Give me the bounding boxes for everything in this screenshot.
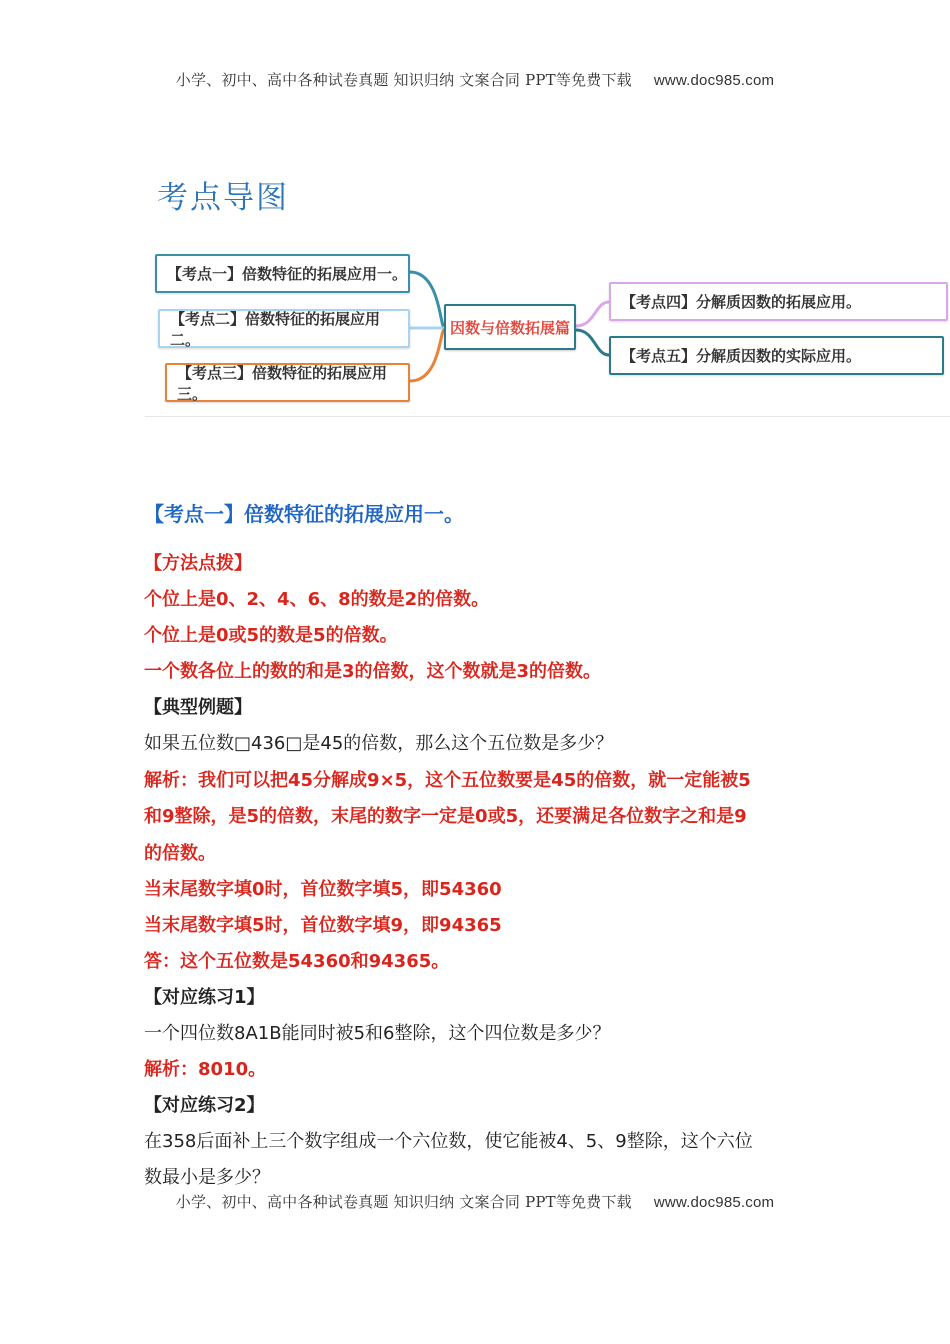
connector-4 (576, 302, 609, 326)
practice2-question-2: 数最小是多少？ (144, 1167, 270, 1188)
topic-heading: 【考点一】倍数特征的拓展应用一。 (144, 502, 464, 526)
example-solution-4: 当末尾数字填0时，首位数字填5，即54360 (144, 879, 502, 900)
connector-1 (410, 272, 444, 327)
footer-text: 小学、初中、高中各种试卷真题 知识归纳 文案合同 PPT等免费下载 (175, 1193, 632, 1211)
header-url[interactable]: www.doc985.com (653, 72, 775, 89)
divider (145, 416, 950, 417)
mindmap-node-5: 【考点五】分解质因数的实际应用。 (609, 336, 944, 375)
example-label: 【典型例题】 (144, 697, 252, 718)
practice1-label: 【对应练习1】 (144, 987, 265, 1008)
method-line-2: 个位上是0或5的数是5的倍数。 (144, 625, 398, 646)
method-line-3: 一个数各位上的数的和是3的倍数，这个数就是3的倍数。 (144, 661, 602, 682)
mindmap-node-4: 【考点四】分解质因数的拓展应用。 (609, 282, 948, 321)
example-answer: 答：这个五位数是54360和94365。 (144, 951, 450, 972)
practice1-answer: 解析：8010。 (144, 1059, 267, 1080)
practice2-question-1: 在358后面补上三个数字组成一个六位数，使它能被4、5、9整除，这个六位 (144, 1131, 753, 1152)
method-line-1: 个位上是0、2、4、6、8的数是2的倍数。 (144, 589, 490, 610)
practice2-label: 【对应练习2】 (144, 1095, 265, 1116)
mindmap-node-3: 【考点三】倍数特征的拓展应用三。 (165, 363, 410, 402)
example-solution-3: 的倍数。 (144, 843, 216, 864)
footer-url[interactable]: www.doc985.com (653, 1194, 775, 1211)
practice1-question: 一个四位数8A1B能同时被5和6整除，这个四位数是多少？ (144, 1023, 611, 1044)
page-footer (0, 1191, 950, 1212)
connector-3 (410, 330, 444, 381)
connector-5 (576, 330, 609, 355)
example-question: 如果五位数□436□是45的倍数，那么这个五位数是多少？ (144, 733, 614, 754)
example-solution-2: 和9整除，是5的倍数，末尾的数字一定是0或5，还要满足各位数字之和是9 (144, 806, 747, 827)
section-title: 考点导图 (157, 180, 289, 216)
page-header (0, 69, 950, 90)
header-text: 小学、初中、高中各种试卷真题 知识归纳 文案合同 PPT等免费下载 (175, 71, 632, 89)
mindmap-center: 因数与倍数拓展篇 (444, 304, 576, 350)
method-label: 【方法点拨】 (144, 553, 252, 574)
example-solution-5: 当末尾数字填5时，首位数字填9，即94365 (144, 915, 502, 936)
mindmap-node-2: 【考点二】倍数特征的拓展应用二。 (158, 309, 410, 348)
example-solution-1: 解析：我们可以把45分解成9×5，这个五位数要是45的倍数，就一定能被5 (144, 770, 751, 791)
mindmap-node-1: 【考点一】倍数特征的拓展应用一。 (155, 254, 410, 293)
